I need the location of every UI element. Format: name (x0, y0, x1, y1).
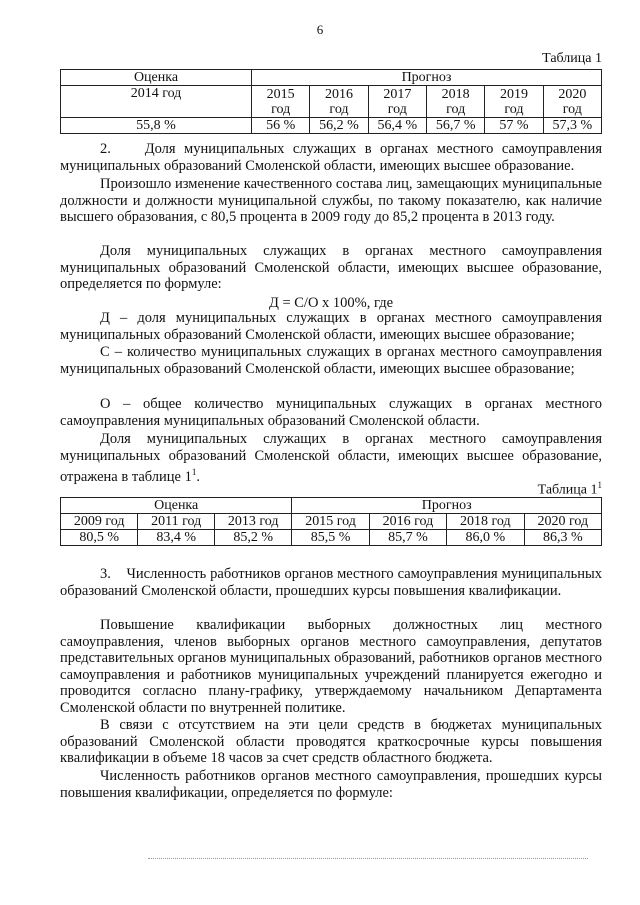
table-row (61, 514, 602, 530)
table1-value: 56,7 % (426, 118, 484, 134)
table2-value: 86,3 % (524, 530, 601, 546)
paragraph: Произошло изменение качественного состава лиц, замещающих муниципальные должности и должности муниципальной службы, по такому показателю, как наличие высшего образования, с 80,5 процента в 2009 году до 85,2 процента в 2013 году. (60, 176, 602, 225)
table2-head-forecast: Прогноз (292, 498, 602, 514)
paragraph: Численность работников органов местного самоуправления, прошедших курсы повышения квалификации, определяется по формуле: (60, 768, 602, 801)
paragraph (60, 431, 602, 485)
table1-year: 2017 год (368, 86, 426, 118)
table2-year: 2013 год (214, 514, 291, 530)
table2-value: 85,5 % (292, 530, 369, 546)
table1-value: 56,4 % (368, 118, 426, 134)
table1-estimate-value: 55,8 % (61, 118, 252, 134)
table2-value: 86,0 % (447, 530, 524, 546)
table2-year: 2018 год (447, 514, 524, 530)
table2-year: 2011 год (138, 514, 215, 530)
paragraph: Повышение квалификации выборных должностных лиц местного самоуправления, членов выборных органов местного самоуправления, депутатов представительных органов муниципальных образований, работников органов местного самоуправления и работников муниципальных учреждений планируется ежегодно и проводится согласно плану-графику, утверждаемому начальником Департамента Смоленской области по внутренней политике. (60, 617, 602, 716)
table1-year: 2020 год (543, 86, 601, 118)
table1-year: 2018 год (426, 86, 484, 118)
table-row (61, 498, 602, 514)
table1-year: 2015 год (252, 86, 310, 118)
table1-value: 57 % (485, 118, 543, 134)
table2-value: 83,4 % (138, 530, 215, 546)
table2-caption-text: Таблица 1 (537, 482, 598, 498)
table1-value: 56,2 % (310, 118, 368, 134)
table2 (60, 497, 602, 546)
table2-year: 2009 год (61, 514, 138, 530)
paragraph: Д – доля муниципальных служащих в органах местного самоуправления муниципальных образований Смоленской области, имеющих высшее образование; (60, 310, 602, 343)
table2-head-estimate: Оценка (61, 498, 292, 514)
table1-value: 57,3 % (543, 118, 601, 134)
table2-caption (538, 480, 602, 499)
paragraph: С – количество муниципальных служащих в органах местного самоуправления муниципальных образований Смоленской области, имеющих высшее образование; (60, 344, 602, 377)
table2-value: 80,5 % (61, 530, 138, 546)
footer-divider (148, 858, 588, 859)
table1-year: 2019 год (485, 86, 543, 118)
paragraph: 3. Численность работников органов местного самоуправления муниципальных образований Смоленской области, прошедших курсы повышения квалификации. (60, 566, 602, 599)
paragraph-text: Доля муниципальных служащих в органах местного самоуправления муниципальных образований Смоленской области, имеющих высшее образование, отражена в таблице 1 (60, 431, 602, 485)
table1-estimate-year: 2014 год (61, 86, 252, 118)
table-row (61, 530, 602, 546)
paragraph-end: . (196, 468, 200, 485)
table1-head-estimate: Оценка (61, 70, 252, 86)
superscript: 1 (191, 467, 197, 477)
table2-year: 2016 год (369, 514, 446, 530)
table1-head-forecast: Прогноз (252, 70, 602, 86)
paragraph: О – общее количество муниципальных служащих в органах местного самоуправления муниципальных образований Смоленской области. (60, 396, 602, 429)
table2-year: 2020 год (524, 514, 601, 530)
paragraph: Доля муниципальных служащих в органах местного самоуправления муниципальных образований Смоленской области, имеющих высшее образование, определяется по формуле: (60, 243, 602, 292)
formula: Д = С/О х 100%, где (268, 295, 394, 311)
table2-year: 2015 год (292, 514, 369, 530)
table1 (60, 69, 602, 134)
paragraph: 2. Доля муниципальных служащих в органах местного самоуправления муниципальных образований Смоленской области, имеющих высшее образование. (60, 141, 602, 174)
table-row (61, 118, 602, 134)
superscript: 1 (597, 480, 602, 490)
table1-value: 56 % (252, 118, 310, 134)
table2-value: 85,2 % (214, 530, 291, 546)
table1-year: 2016 год (310, 86, 368, 118)
table-row (61, 86, 602, 118)
table-row (61, 70, 602, 86)
paragraph: В связи с отсутствием на эти цели средств в бюджетах муниципальных образований Смоленской области проводятся краткосрочные курсы повышения квалификации в объеме 18 часов за счет средств областного бюджета. (60, 717, 602, 766)
page-number: 6 (316, 22, 324, 37)
table2-value: 85,7 % (369, 530, 446, 546)
table1-caption: Таблица 1 (542, 51, 602, 66)
